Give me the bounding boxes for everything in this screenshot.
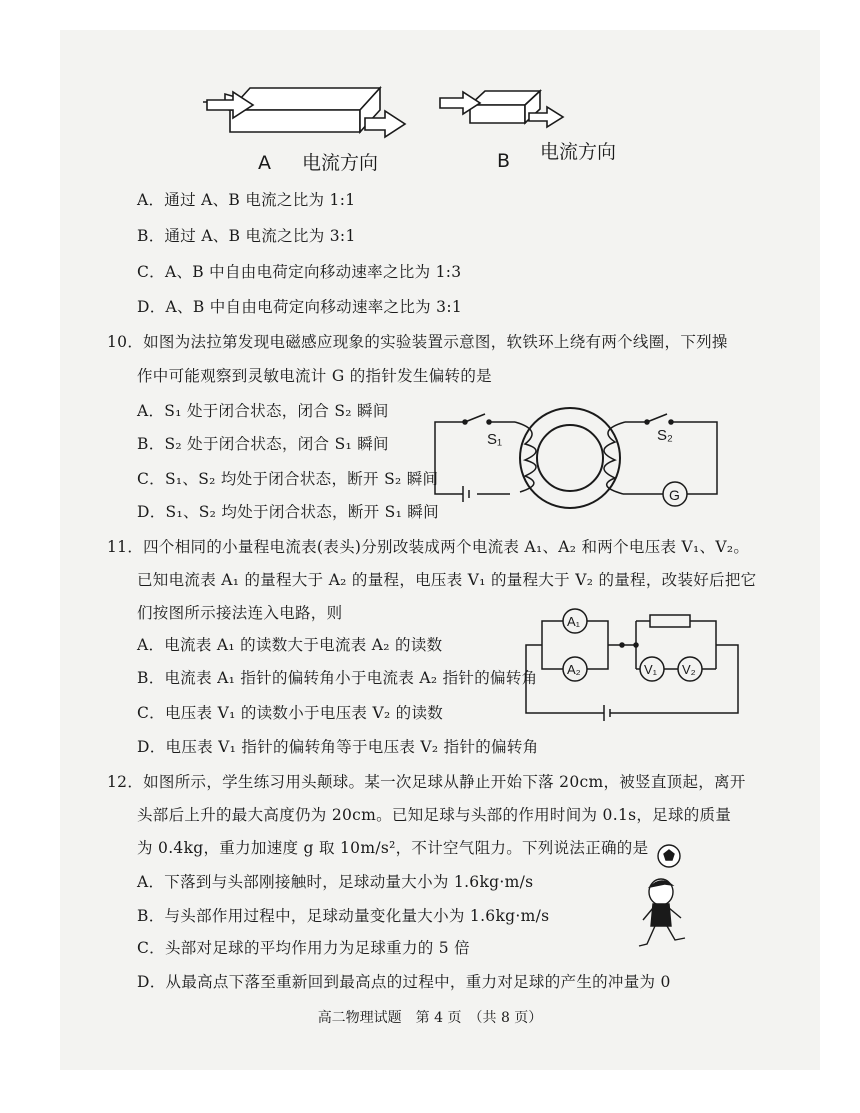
q12-option-c: C．头部对足球的平均作用力为足球重力的 5 倍 <box>137 939 470 957</box>
q9-option-a: A．通过 A、B 电流之比为 1:1 <box>137 191 356 209</box>
header-ball-illustration <box>625 840 695 960</box>
iron-ring <box>520 408 620 508</box>
q10-stem-2: 作中可能观察到灵敏电流计 G 的指针发生偏转的是 <box>137 367 492 385</box>
q9-option-b: B．通过 A、B 电流之比为 3:1 <box>137 227 356 245</box>
q12-stem-3: 为 0.4kg，重力加速度 g 取 10m/s²，不计空气阻力。下列说法正确的是 <box>137 839 649 857</box>
switch-s2-label: S₂ <box>657 427 673 444</box>
label-a: A <box>258 152 271 174</box>
a2-label: A₂ <box>567 662 581 677</box>
v1-label: V₁ <box>644 662 658 677</box>
q12-option-d: D．从最高点下落至重新回到最高点的过程中，重力对足球的产生的冲量为 0 <box>137 973 671 991</box>
v2-label: V₂ <box>682 662 696 677</box>
galvanometer-label: G <box>669 487 680 503</box>
page-footer: 高二物理试题 第 4 页 （共 8 页） <box>317 1010 543 1026</box>
faraday-ring-diagram <box>425 400 725 518</box>
current-direction-b: 电流方向 <box>540 141 617 163</box>
q12-stem-2: 头部后上升的最大高度仍为 20cm。已知足球与头部的作用时间为 0.1s，足球的质量 <box>137 806 732 824</box>
resistor <box>650 615 690 627</box>
q10-option-b: B．S₂ 处于闭合状态，闭合 S₁ 瞬间 <box>137 435 389 453</box>
q9-option-c: C．A、B 中自由电荷定向移动速率之比为 1:3 <box>137 263 462 281</box>
q10-option-d: D．S₁、S₂ 均处于闭合状态，断开 S₁ 瞬间 <box>137 503 439 521</box>
switch-s1-label: S₁ <box>487 431 503 448</box>
q10-stem-1: 10．如图为法拉第发现电磁感应现象的实验装置示意图，软铁环上绕有两个线圈，下列操 <box>107 333 728 351</box>
q12-stem-1: 12．如图所示，学生练习用头颠球。某一次足球从静止开始下落 20cm，被竖直顶起，离开 <box>107 773 746 791</box>
q11-stem-1: 11．四个相同的小量程电流表(表头)分别改装成两个电流表 A₁、A₂ 和两个电压表 V₁、V₂。 <box>107 538 750 556</box>
label-b: B <box>497 150 511 172</box>
q12-option-b: B．与头部作用过程中，足球动量变化量大小为 1.6kg·m/s <box>137 907 550 925</box>
q11-option-a: A．电流表 A₁ 的读数大于电流表 A₂ 的读数 <box>137 636 443 654</box>
q11-option-d: D．电压表 V₁ 指针的偏转角等于电压表 V₂ 指针的偏转角 <box>137 738 539 756</box>
conductor-b-front <box>470 105 525 123</box>
conductor-a-front <box>230 110 360 132</box>
q12-option-a: A．下落到与头部刚接触时，足球动量大小为 1.6kg·m/s <box>137 873 534 891</box>
conductor-a-top <box>230 88 380 110</box>
q11-stem-2: 已知电流表 A₁ 的量程大于 A₂ 的量程，电压表 V₁ 的量程大于 V₂ 的量程，改装好后把它 <box>137 571 757 589</box>
q9-option-d: D．A、B 中自由电荷定向移动速率之比为 3:1 <box>137 298 463 316</box>
q10-option-c: C．S₁、S₂ 均处于闭合状态，断开 S₂ 瞬间 <box>137 470 439 488</box>
q10-option-a: A．S₁ 处于闭合状态，闭合 S₂ 瞬间 <box>137 402 389 420</box>
q11-option-b: B．电流表 A₁ 指针的偏转角小于电流表 A₂ 指针的偏转角 <box>137 669 538 687</box>
a1-label: A₁ <box>567 614 581 629</box>
q11-stem-3: 们按图所示接法连入电路，则 <box>137 604 343 622</box>
current-direction-a: 电流方向 <box>302 152 379 174</box>
q11-option-c: C．电压表 V₁ 的读数小于电压表 V₂ 的读数 <box>137 704 444 722</box>
meter-circuit-diagram <box>520 605 745 725</box>
